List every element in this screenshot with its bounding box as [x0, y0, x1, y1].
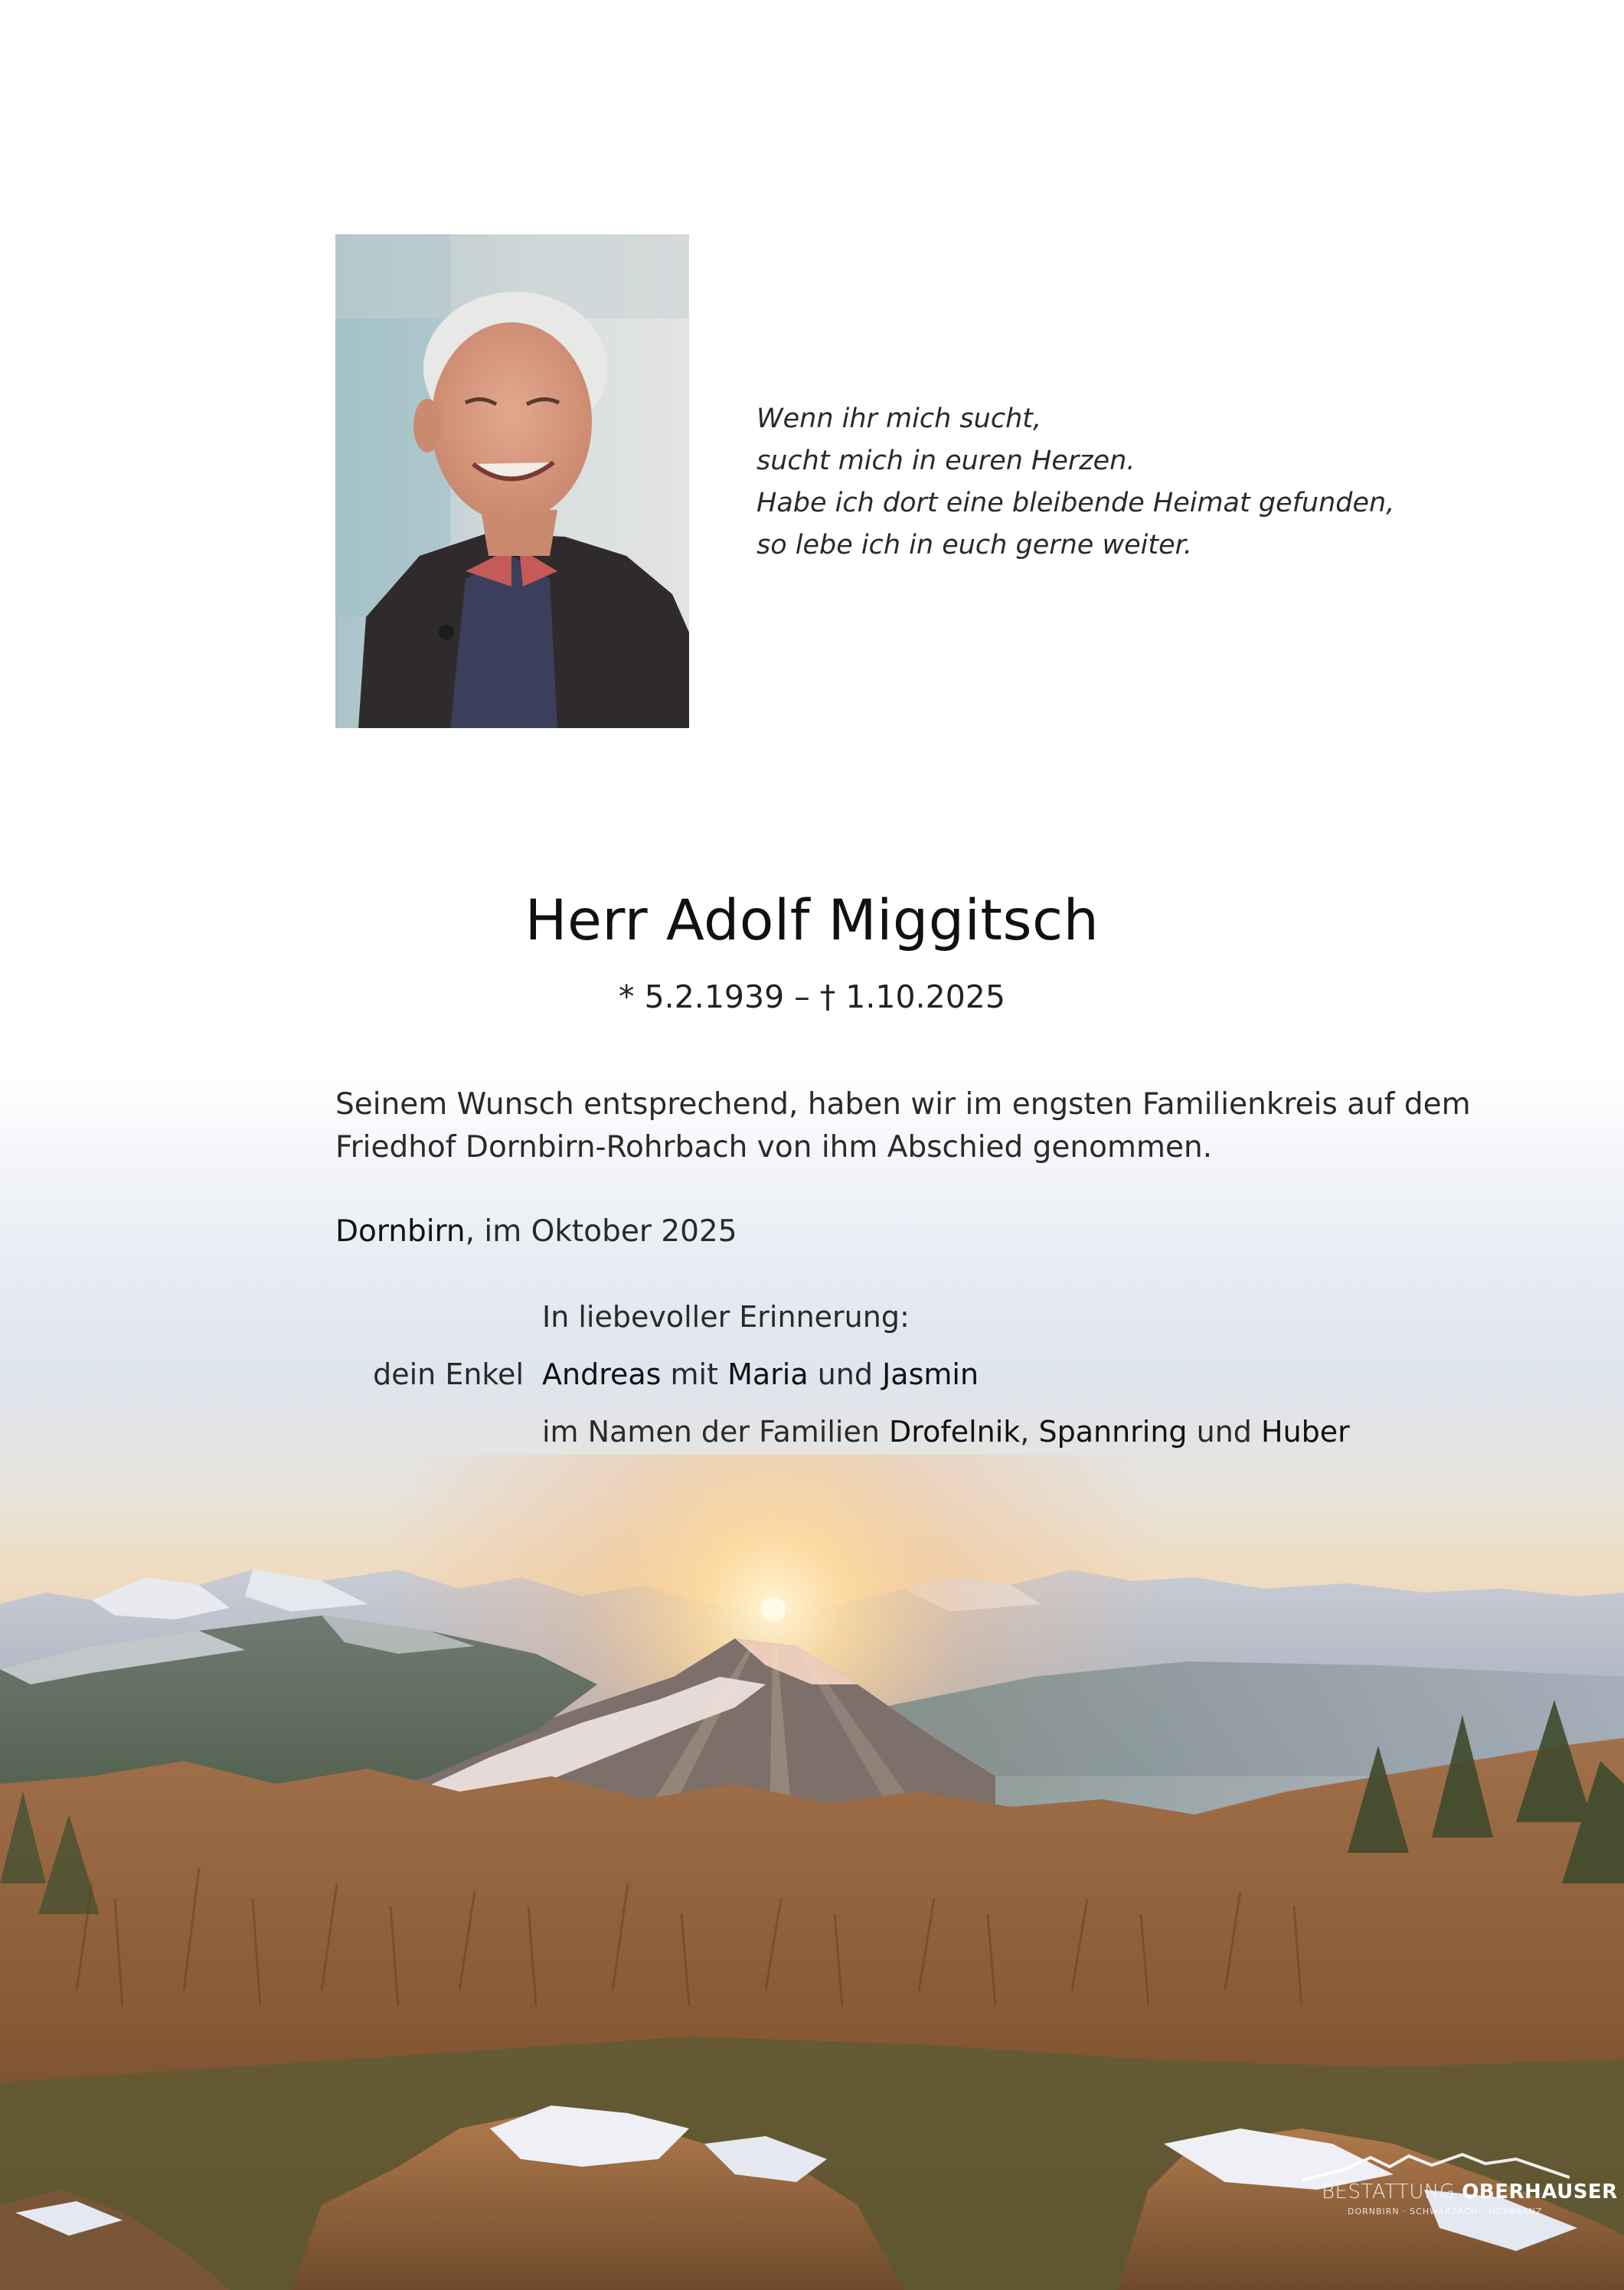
mountain-logo-icon: [1302, 2151, 1570, 2182]
mourner-name: Maria: [727, 1357, 809, 1391]
quote-line: so lebe ich in euch gerne weiter.: [756, 530, 1192, 560]
mourner-name: Jasmin: [882, 1357, 979, 1391]
date-separator: –: [784, 978, 820, 1015]
deceased-name: Herr Adolf Miggitsch: [524, 888, 1100, 953]
mourners-intro: In liebevoller Erinnerung:: [542, 1300, 910, 1334]
death-date: † 1.10.2025: [819, 978, 1005, 1015]
logo-subline: DORNBIRN · SCHWARZACH · HÖRBRANZ: [1348, 2207, 1543, 2216]
connector-text: ,: [1020, 1415, 1039, 1449]
memorial-quote: [756, 398, 1446, 567]
logo-brand-strong: OBERHAUSER: [1462, 2181, 1618, 2203]
mourner-name: Andreas: [542, 1357, 662, 1391]
notice-line: Friedhof Dornbirn-Rohrbach von ihm Abschied genommen.: [335, 1130, 1213, 1165]
relation-label: dein Enkel: [373, 1357, 524, 1391]
connector-text: mit: [661, 1357, 728, 1391]
connector-text: und: [1187, 1415, 1261, 1449]
life-dates: [0, 978, 1624, 1015]
birth-date: * 5.2.1939: [619, 978, 785, 1015]
family-name: Huber: [1261, 1415, 1350, 1449]
place-name: Dornbirn: [335, 1214, 466, 1249]
logo-brand: [1322, 2181, 1618, 2203]
connector-text: und: [808, 1357, 883, 1391]
date-text: , im Oktober 2025: [465, 1214, 737, 1249]
portrait-photo: [335, 234, 689, 728]
quote-line: sucht mich in euren Herzen.: [756, 446, 1135, 476]
families-prefix: im Namen der Familien: [542, 1415, 890, 1449]
place-and-date: [335, 1214, 737, 1249]
funeral-notice: [335, 1083, 1471, 1169]
quote-line: Habe ich dort eine bleibende Heimat gefunden,: [756, 488, 1395, 518]
family-name: Spannring: [1038, 1415, 1188, 1449]
quote-line: Wenn ihr mich sucht,: [756, 403, 1042, 434]
notice-line: Seinem Wunsch entsprechend, haben wir im engsten Familienkreis auf dem: [335, 1087, 1471, 1122]
family-name: Drofelnik: [889, 1415, 1021, 1449]
funeral-home-logo: [1302, 2151, 1618, 2220]
logo-brand-light: BESTATTUNG: [1322, 2181, 1462, 2203]
mourners-family-line: [542, 1357, 979, 1391]
families-line: [542, 1415, 1350, 1449]
